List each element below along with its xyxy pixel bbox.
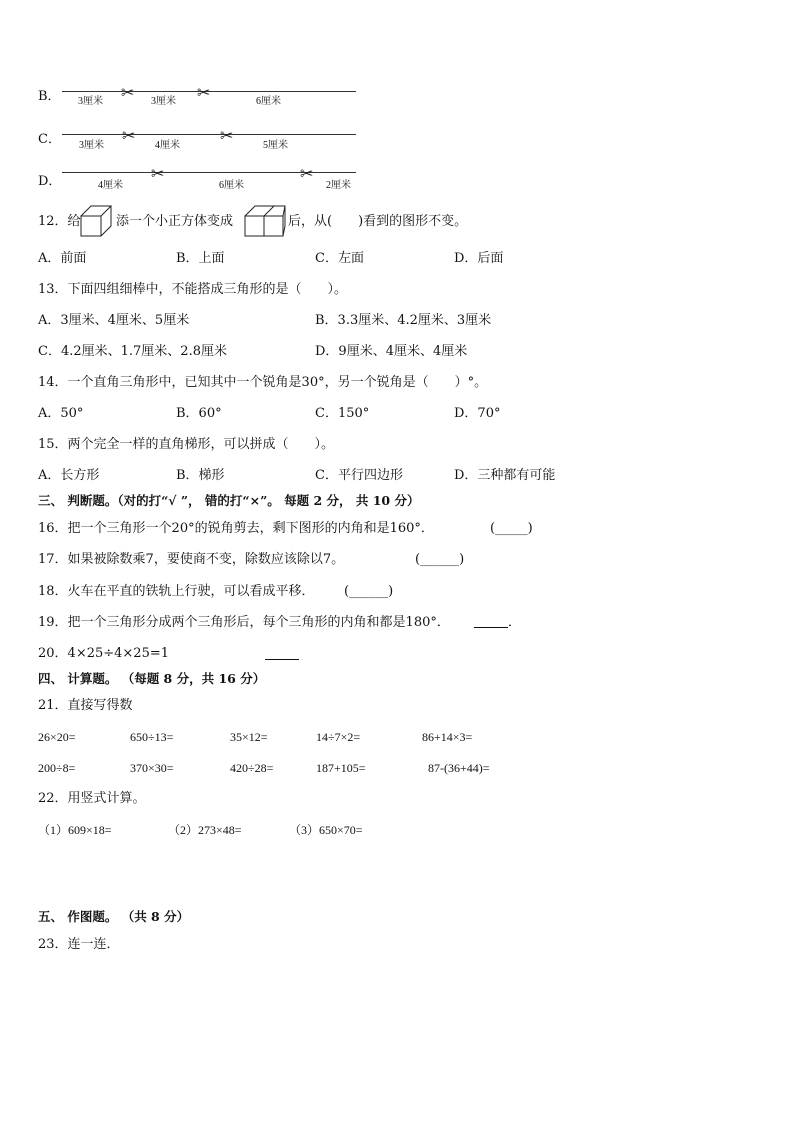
- question-end: ．: [508, 615, 522, 630]
- calc-item: （2）273×48=: [168, 823, 242, 837]
- question-text: 13．下面四组细棒中，不能搭成三角形的是（ ）。: [38, 282, 348, 297]
- segment-length: 5厘米: [263, 140, 288, 151]
- answer-paren[interactable]: (_____): [490, 521, 533, 536]
- segment-length: 4厘米: [98, 180, 123, 191]
- answer-blank[interactable]: [265, 647, 299, 660]
- segment-length: 2厘米: [326, 180, 351, 191]
- question-text: 20．4×25÷4×25=1: [38, 646, 170, 661]
- calc-item: （1）609×18=: [38, 823, 112, 837]
- option-d: D．后面: [454, 251, 504, 266]
- option-d: D．9厘米、4厘米、4厘米: [315, 344, 468, 359]
- calc-item: 370×30=: [130, 761, 174, 775]
- answer-paren[interactable]: (______): [344, 584, 394, 599]
- calc-item: 420÷28=: [230, 761, 274, 775]
- option-d: D．三种都有可能: [454, 468, 556, 483]
- option-letter: B．: [38, 89, 61, 104]
- question-text: 23．连一连．: [38, 937, 120, 952]
- section-heading: 四、 计算题。 （每题 8 分，共 16 分）: [38, 671, 266, 686]
- scissors-icon: ✂: [220, 126, 234, 145]
- scissors-icon: ✂: [122, 126, 136, 145]
- option-b: B．3.3厘米、4.2厘米、3厘米: [315, 313, 492, 328]
- segment-length: 6厘米: [219, 180, 244, 191]
- calc-item: 35×12=: [230, 730, 268, 744]
- scissors-icon: ✂: [197, 83, 211, 102]
- question-text: 18．火车在平直的铁轨上行驶，可以看成平移．: [38, 584, 315, 599]
- segment-length: 3厘米: [151, 96, 176, 107]
- scissors-icon: ✂: [300, 164, 314, 183]
- scissors-icon: ✂: [121, 83, 135, 102]
- calc-item: 650÷13=: [130, 730, 174, 744]
- option-c: C．平行四边形: [315, 468, 403, 483]
- option-letter: D．: [38, 174, 62, 189]
- question-text: 16．把一个三角形一个20°的锐角剪去，剩下图形的内角和是160°．: [38, 521, 434, 536]
- calc-item: 14÷7×2=: [316, 730, 361, 744]
- answer-paren[interactable]: (______): [415, 552, 465, 567]
- segment-length: 4厘米: [155, 140, 180, 151]
- section-heading: 三、 判断题。（对的打“√ ”， 错的打“×”。 每题 2 分， 共 10 分）: [38, 493, 420, 508]
- scissors-icon: ✂: [151, 164, 165, 183]
- calc-item: 26×20=: [38, 730, 76, 744]
- section-heading: 五、 作图题。 （共 8 分）: [38, 909, 190, 924]
- option-c: C．左面: [315, 251, 364, 266]
- question-text: 19．把一个三角形分成两个三角形后，每个三角形的内角和都是180°．: [38, 615, 450, 630]
- option-a: A．3厘米、4厘米、5厘米: [38, 313, 190, 328]
- option-d: D．70°: [454, 406, 501, 421]
- calc-item: 200÷8=: [38, 761, 76, 775]
- option-c: C．4.2厘米、1.7厘米、2.8厘米: [38, 344, 227, 359]
- option-a: A．前面: [38, 251, 87, 266]
- option-b: B．上面: [176, 251, 225, 266]
- question-text: 22．用竖式计算。: [38, 791, 146, 806]
- segment-length: 3厘米: [79, 140, 104, 151]
- question-text: 14．一个直角三角形中，已知其中一个锐角是30°，另一个锐角是（ ）°。: [38, 375, 488, 390]
- question-text: 后，从( )看到的图形不变。: [288, 214, 468, 229]
- single-cube-figure: [80, 205, 114, 237]
- option-b: B．梯形: [176, 468, 225, 483]
- option-a: A．长方形: [38, 468, 100, 483]
- question-text: 15．两个完全一样的直角梯形，可以拼成（ ）。: [38, 437, 335, 452]
- question-text: 添一个小正方体变成: [116, 214, 234, 229]
- option-c: C．150°: [315, 406, 370, 421]
- segment-line: [62, 134, 356, 135]
- calc-item: 87-(36+44)=: [428, 761, 490, 775]
- calc-item: 86+14×3=: [422, 730, 473, 744]
- question-text: 17．如果被除数乘7，要使商不变，除数应该除以7。: [38, 552, 345, 567]
- answer-blank[interactable]: [474, 615, 508, 628]
- question-text: 12．给: [38, 214, 81, 229]
- question-text: 21．直接写得数: [38, 698, 133, 713]
- segment-length: 3厘米: [78, 96, 103, 107]
- segment-length: 6厘米: [256, 96, 281, 107]
- option-b: B．60°: [176, 406, 222, 421]
- calc-item: （3）650×70=: [289, 823, 363, 837]
- two-cubes-figure: [244, 205, 286, 237]
- option-letter: C．: [38, 132, 61, 147]
- option-a: A．50°: [38, 406, 84, 421]
- calc-item: 187+105=: [316, 761, 366, 775]
